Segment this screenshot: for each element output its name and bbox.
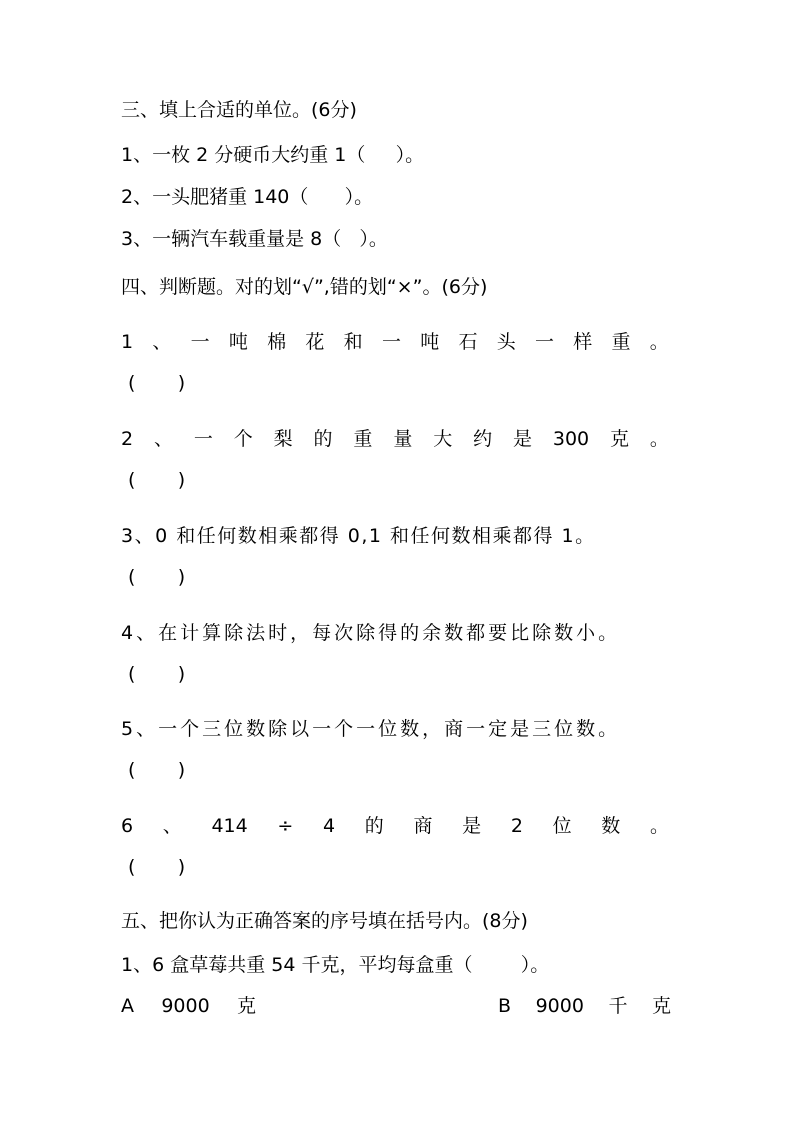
judge-question-1: 1 、 一 吨 棉 花 和 一 吨 石 头 一 样 重 。	[121, 331, 669, 353]
option-b[interactable]	[498, 997, 671, 1016]
answer-blank-4[interactable]: ( )	[128, 663, 186, 685]
answer-blank-3[interactable]: ( )	[128, 566, 186, 588]
option-b-unit-2: 克	[651, 995, 671, 1017]
option-a-value: 9000	[161, 995, 210, 1017]
option-a-unit: 克	[236, 995, 256, 1017]
section3-item-3: 3、一辆汽车载重量是 8（ ）。	[121, 228, 388, 250]
option-b-letter: B	[498, 995, 512, 1017]
answer-blank-1[interactable]: ( )	[128, 372, 186, 394]
judge-question-3: 3、0 和任何数相乘都得 0,1 和任何数相乘都得 1。	[121, 525, 596, 547]
judge-question-4: 4、在计算除法时，每次除得的余数都要比除数小。	[121, 622, 621, 644]
choice-question-1: 1、6 盒草莓共重 54 千克，平均每盒重（ ）。	[121, 954, 550, 976]
section3-item-1: 1、一枚 2 分硬币大约重 1（ ）。	[121, 144, 425, 166]
judge-question-5: 5、一个三位数除以一个一位数，商一定是三位数。	[121, 718, 621, 740]
option-a[interactable]	[121, 997, 256, 1016]
option-b-unit-1: 千	[608, 995, 628, 1017]
option-a-letter: A	[121, 995, 134, 1017]
judge-question-2: 2 、 一 个 梨 的 重 量 大 约 是 300 克 。	[121, 428, 669, 450]
answer-blank-5[interactable]: ( )	[128, 759, 186, 781]
section3-heading: 三、填上合适的单位。(6分)	[121, 99, 357, 121]
section4-heading: 四、判断题。对的划“√”,错的划“×”。(6分)	[121, 276, 488, 298]
section3-item-2: 2、一头肥猪重 140（ ）。	[121, 186, 374, 208]
judge-question-6: 6 、 414 ÷ 4 的 商 是 2 位 数 。	[121, 815, 669, 837]
option-b-value: 9000	[535, 995, 584, 1017]
section5-heading: 五、把你认为正确答案的序号填在括号内。(8分)	[121, 910, 528, 932]
answer-blank-2[interactable]: ( )	[128, 469, 186, 491]
answer-blank-6[interactable]: ( )	[128, 856, 186, 878]
